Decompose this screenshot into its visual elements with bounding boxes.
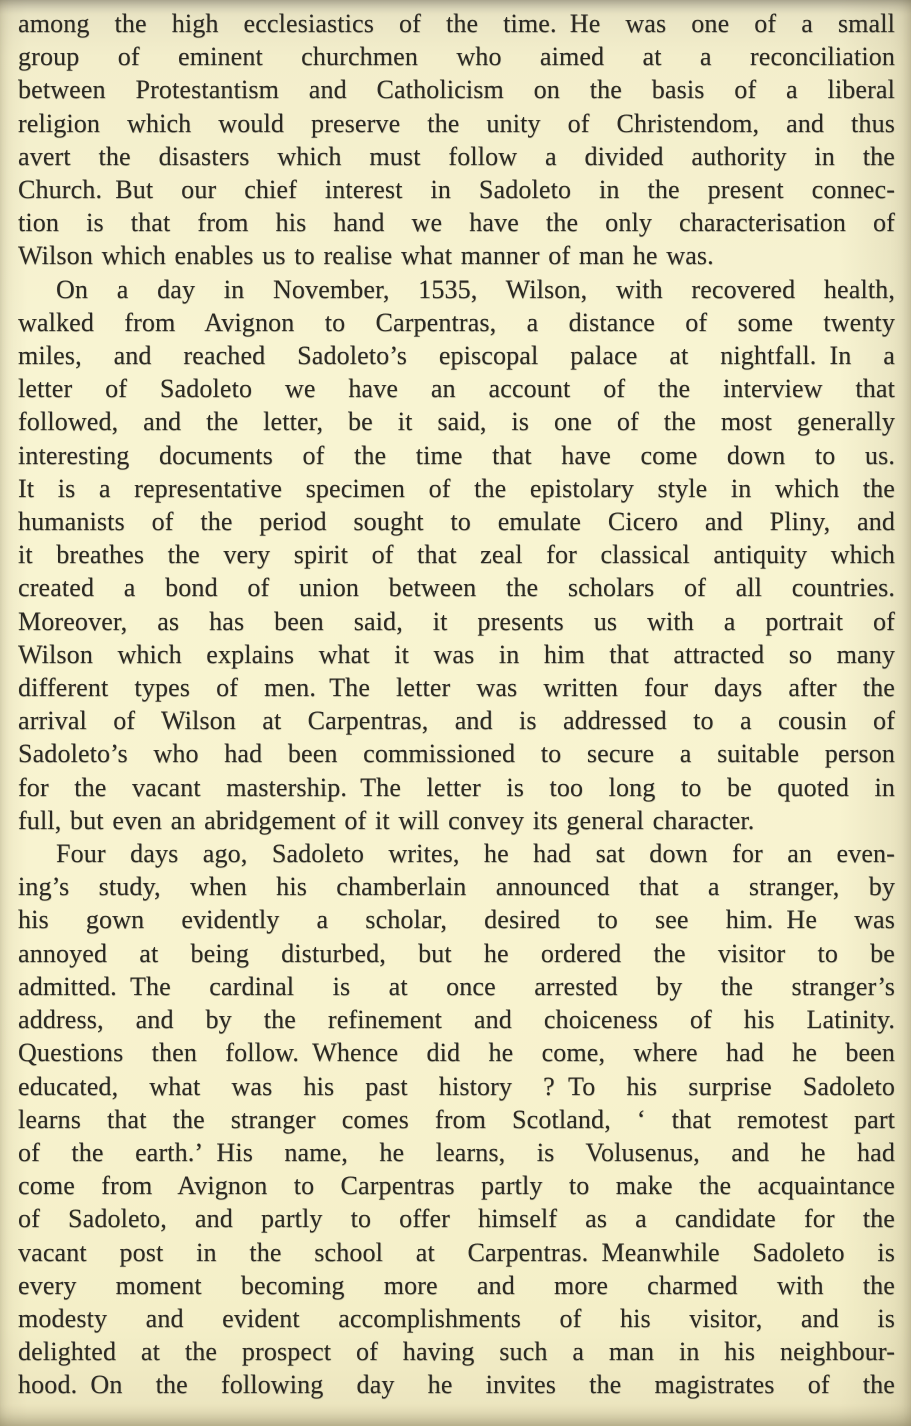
text-line: it breathes the very spirit of that zeal for classical antiquity which: [18, 540, 895, 570]
text-line: interesting documents of the time that have come down to us.: [18, 440, 895, 470]
text-line: ing’s study, when his chamberlain announced that a stranger, by: [18, 872, 895, 902]
text-line: of Sadoleto, and partly to offer himself as a candidate for the: [18, 1204, 895, 1234]
text-line: among the high ecclesiastics of the time. He was one of a small: [18, 9, 895, 38]
text-line: learns that the stranger comes from Scotland, ‘ that remotest part: [18, 1104, 895, 1134]
text-line: humanists of the period sought to emulate Cicero and Pliny, and: [18, 507, 895, 537]
text-line: between Protestantism and Catholicism on the basis of a liberal: [18, 75, 895, 105]
text-line: walked from Avignon to Carpentras, a distance of some twenty: [18, 307, 895, 337]
paragraph: [18, 7, 895, 273]
text-line: vacant post in the school at Carpentras. Meanwhile Sadoleto is: [18, 1237, 895, 1267]
text-line: delighted at the prospect of having such a man in his neighbour-: [18, 1337, 895, 1367]
text-line: Wilson which explains what it was in him that attracted so many: [18, 639, 895, 669]
text-line: admitted. The cardinal is at once arrested by the stranger’s: [18, 971, 895, 1001]
text-line: different types of men. The letter was written four days after the: [18, 673, 895, 703]
text-line: annoyed at being disturbed, but he ordered the visitor to be: [18, 938, 895, 968]
text-line: Church. But our chief interest in Sadoleto in the present connec-: [18, 175, 895, 205]
text-line: letter of Sadoleto we have an account of the interview that: [18, 374, 895, 404]
text-line: religion which would preserve the unity of Christendom, and thus: [18, 108, 895, 138]
text-line: his gown evidently a scholar, desired to see him. He was: [18, 905, 895, 935]
text-line: Wilson which enables us to realise what manner of man he was.: [18, 241, 714, 271]
text-line: On a day in November, 1535, Wilson, with recovered health,: [56, 274, 895, 304]
text-line: It is a representative specimen of the epistolary style in which the: [18, 473, 895, 503]
text-line: Sadoleto’s who had been commissioned to secure a suitable person: [18, 739, 895, 769]
paragraph: [18, 837, 895, 1401]
text-line: Moreover, as has been said, it presents us with a portrait of: [18, 606, 895, 636]
text-line: modesty and evident accomplishments of his visitor, and is: [18, 1303, 895, 1333]
text-line: every moment becoming more and more charmed with the: [18, 1270, 895, 1300]
text-line: address, and by the refinement and choiceness of his Latinity.: [18, 1005, 895, 1035]
text-line: arrival of Wilson at Carpentras, and is addressed to a cousin of: [18, 706, 895, 736]
text-line: hood. On the following day he invites the magistrates of the: [18, 1370, 895, 1400]
text-line: group of eminent churchmen who aimed at a reconciliation: [18, 42, 895, 72]
text-line: of the earth.’ His name, he learns, is Volusenus, and he had: [18, 1137, 895, 1167]
page-text: [18, 7, 895, 1402]
text-line: created a bond of union between the scholars of all countries.: [18, 573, 895, 603]
text-line: Four days ago, Sadoleto writes, he had sat down for an even-: [56, 839, 895, 869]
text-line: full, but even an abridgement of it will convey its general character.: [18, 805, 755, 835]
text-line: followed, and the letter, be it said, is one of the most generally: [18, 407, 895, 437]
text-line: avert the disasters which must follow a divided authority in the: [18, 141, 895, 171]
text-line: miles, and reached Sadoleto’s episcopal palace at nightfall. In a: [18, 341, 895, 371]
text-line: educated, what was his past history ? To his surprise Sadoleto: [18, 1071, 895, 1101]
text-line: come from Avignon to Carpentras partly to make the acquaintance: [18, 1171, 895, 1201]
text-line: Questions then follow. Whence did he come, where had he been: [18, 1038, 895, 1068]
paragraph: [18, 273, 895, 837]
text-line: for the vacant mastership. The letter is too long to be quoted in: [18, 772, 895, 802]
text-line: tion is that from his hand we have the only characterisation of: [18, 208, 895, 238]
